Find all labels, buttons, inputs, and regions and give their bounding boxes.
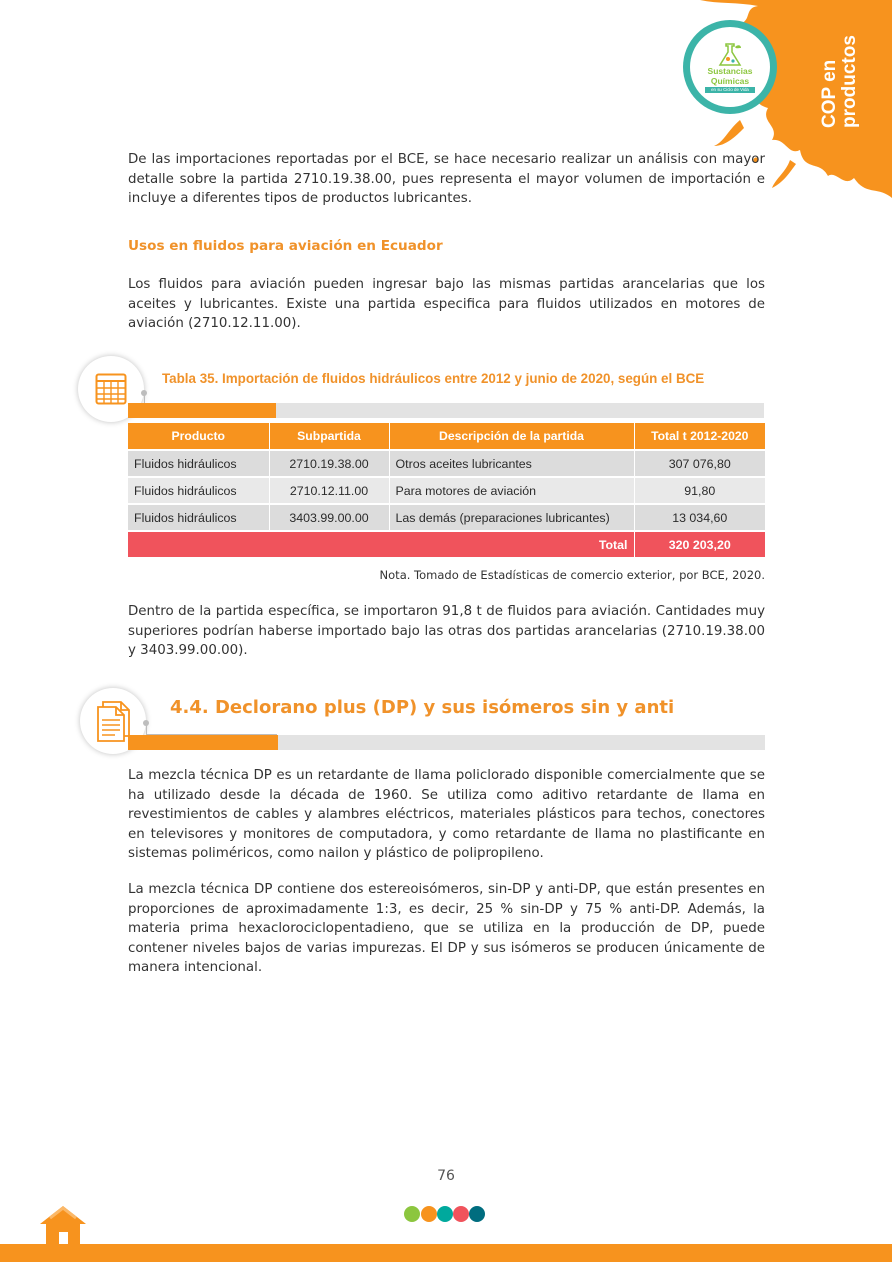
table-row (128, 504, 765, 531)
cell-descripcion: Otros aceites lubricantes (389, 450, 634, 477)
logo-text-2: Químicas (710, 76, 750, 86)
col-header-producto: Producto (128, 423, 269, 450)
cell-descripcion: Para motores de aviación (389, 477, 634, 504)
table-header-row (128, 423, 765, 450)
aviation-paragraph: Los fluidos para aviación pueden ingresar bajo las mismas partidas arancelarias que los aceites y lubricantes. Existe una partida especifica para fluidos utilizados en motores de aviación (2710.12.11.00). (128, 277, 765, 332)
side-title-line2: productos (839, 35, 860, 128)
color-dot (453, 1206, 469, 1222)
color-dot (421, 1206, 437, 1222)
after-table-paragraph: Dentro de la partida específica, se importaron 91,8 t de fluidos para aviación. Cantidades muy superiores podrían haberse importado bajo las otras dos partidas arancelarias (2710.19.38.00 y 3403.99.00.00). (128, 604, 765, 659)
cell-subpartida: 2710.19.38.00 (269, 450, 389, 477)
footer-bar (0, 1244, 892, 1262)
import-table (128, 423, 765, 557)
color-dot (469, 1206, 485, 1222)
cell-total: 307 076,80 (634, 450, 765, 477)
table-title-accent (128, 403, 276, 418)
section-paragraph-1: La mezcla técnica DP es un retardante de llama policlorado disponible comercialmente que se ha utilizado desde la década de 1960. Se utiliza como aditivo retardante de llama en revestimientos de cables y alambres eléctricos, materiales plásticos para techos, conectores en televisores y monitores de computadora, y como retardante de llama no plastificante en sistemas poliméricos, como nailon y plástico de polipropileno. (128, 768, 765, 862)
cell-total: 13 034,60 (634, 504, 765, 531)
home-icon[interactable] (38, 1204, 88, 1246)
logo-seal (683, 20, 777, 114)
aviation-heading: Usos en fluidos para aviación en Ecuador (128, 238, 443, 254)
section-paragraph-2: La mezcla técnica DP contiene dos estereoisómeros, sin-DP y anti-DP, que están presentes en proporciones de aproximadamente 1:3, es decir, 25 % sin-DP y 75 % anti-DP. Además, la materia prima hexaclorociclopentadieno, que se utiliza en la producción de DP, puede contener niveles bajos de varias impurezas. El DP y sus isómeros se producen únicamente de manera intencional. (128, 882, 765, 976)
total-label: Total (128, 531, 634, 557)
table-title-bar (276, 403, 764, 418)
section-title-accent (128, 735, 278, 750)
page-number: 76 (437, 1168, 455, 1184)
table-title: Tabla 35. Importación de fluidos hidráulicos entre 2012 y junio de 2020, según el BCE (162, 371, 705, 386)
table-row (128, 450, 765, 477)
col-header-descripcion: Descripción de la partida (389, 423, 634, 450)
cell-producto: Fluidos hidráulicos (128, 450, 269, 477)
cell-producto: Fluidos hidráulicos (128, 477, 269, 504)
col-header-total: Total t 2012-2020 (634, 423, 765, 450)
section-title: 4.4. Declorano plus (DP) y sus isómeros sin y anti (170, 697, 675, 718)
connector-line (146, 722, 277, 735)
table-icon (95, 373, 127, 405)
cell-subpartida: 3403.99.00.00 (269, 504, 389, 531)
intro-paragraph: De las importaciones reportadas por el BCE, se hace necesario realizar un análisis con mayor detalle sobre la partida 2710.19.38.00, pues representa el mayor volumen de importación e incluye a diferentes tipos de productos lubricantes. (128, 152, 765, 207)
cell-descripcion: Las demás (preparaciones lubricantes) (389, 504, 634, 531)
color-dot (404, 1206, 420, 1222)
cell-total: 91,80 (634, 477, 765, 504)
side-title (820, 35, 860, 128)
cell-subpartida: 2710.12.11.00 (269, 477, 389, 504)
logo-subtext: en su Ciclo de Vida (705, 87, 755, 93)
cell-producto: Fluidos hidráulicos (128, 504, 269, 531)
logo-text-1: Sustancias (707, 66, 753, 76)
flask-icon (716, 42, 744, 68)
total-value: 320 203,20 (634, 531, 765, 557)
col-header-subpartida: Subpartida (269, 423, 389, 450)
table-row (128, 477, 765, 504)
table-note: Nota. Tomado de Estadísticas de comercio exterior, por BCE, 2020. (379, 568, 765, 582)
table-total-row (128, 531, 765, 557)
color-dot (437, 1206, 453, 1222)
side-title-line1: COP en (819, 59, 840, 128)
section-title-bar (278, 735, 765, 750)
